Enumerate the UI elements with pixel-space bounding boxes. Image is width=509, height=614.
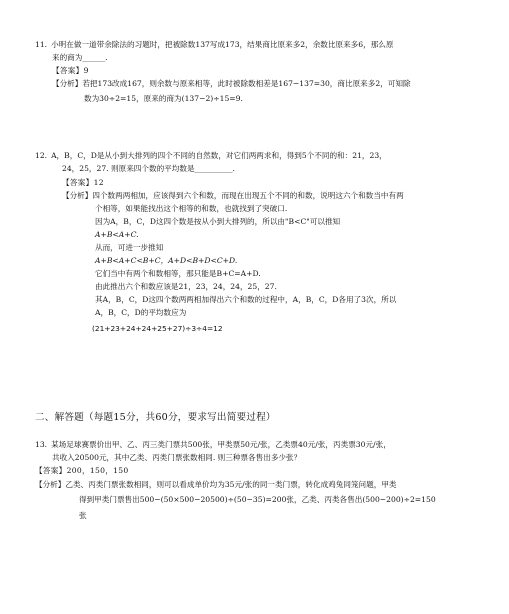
q11-text-line1 xyxy=(35,41,393,49)
q13-text-line2: 共收入20500元，其中乙类、丙类门票张数相同. 则三种票各售出多少张？ xyxy=(52,453,302,462)
q12-analysis-line: 它们当中有两个和数相等，那只能是B+C=A+D. xyxy=(95,269,261,278)
q11-analysis-line1: 【分析】若把173改成167，则余数与原来相等，此时被除数相差是167−137=30，商比原来多2，可知除 xyxy=(52,79,411,88)
q12-analysis-line: 【分析】四个数两两相加，应该得到六个和数，而现在出现五个不同的和数，说明这六个和数当中有两 xyxy=(62,191,404,200)
q11-question: 小明在做一道带余除法的习题时，把被除数137写成173，结果商比原来多2，余数比原来多6，那么原 xyxy=(51,40,394,49)
q11-analysis-line2: 数为30÷2=15，原来的商为(137−2)÷15=9. xyxy=(84,94,243,103)
q12-analysis-line: 从而，可进一步推知 xyxy=(95,243,164,252)
q11-text-line2: 来的商为______. xyxy=(52,53,108,62)
q12-analysis-line: A+B<A+C<B+C，A+D<B+D<C+D. xyxy=(95,256,238,265)
q12-answer: 【答案】12 xyxy=(62,178,104,187)
q13-analysis-line1: 【分析】乙类、丙类门票张数相同，则可以看成单价均为35元/张的同一类门票，转化成鸡兔同笼问题，甲类 xyxy=(35,480,397,489)
q13-question: 某场足球赛票价出甲、乙、丙三类门票共500张，甲类票50元/张，乙类票40元/张，丙类票30元/张， xyxy=(51,440,391,449)
q13-number: 13. xyxy=(35,440,48,449)
q13-analysis-line2: 得到甲类门票售出500−(50×500−20500)÷(50−35)=200张，乙类、丙类各售出(500−200)÷2=150 xyxy=(79,495,436,504)
q12-analysis-line: 由此推出六个和数应该是21，23，24，24，25，27. xyxy=(95,282,277,291)
q12-number: 12. xyxy=(35,151,48,160)
q12-formula: (21+23+24+24+25+27)÷3÷4=12 xyxy=(92,324,223,333)
q12-text-line1 xyxy=(35,152,387,160)
q13-text-line1 xyxy=(35,441,391,449)
q11-number: 11. xyxy=(35,40,48,49)
q12-analysis-line: 个相等，如果能找出这个相等的和数，也就找到了突破口. xyxy=(95,204,288,213)
q11-answer: 【答案】9 xyxy=(52,66,89,75)
q12-text-line2: 24，25，27. 则原来四个数的平均数是__________. xyxy=(62,164,235,173)
q12-question: A，B，C，D是从小到大排列的四个不同的自然数，对它们两两求和，得到5个不同的和：21，23， xyxy=(51,151,387,160)
q13-answer: 【答案】200，150，150 xyxy=(35,466,129,475)
q12-analysis-line: A，B，C，D的平均数应为 xyxy=(95,308,187,317)
q12-analysis-line: 因为A，B，C，D这四个数是按从小到大排列的，所以由"B<C"可以推知 xyxy=(95,217,341,226)
section-title: 二、解答题（每题15分，共60分，要求写出简要过程） xyxy=(35,412,276,423)
q13-analysis-line3: 张 xyxy=(79,511,87,520)
q12-analysis-line: A+B<A+C. xyxy=(95,230,139,239)
q12-analysis-line: 其A，B，C，D这四个数两两相加得出六个和数的过程中，A，B，C，D各用了3次，所以 xyxy=(95,295,397,304)
